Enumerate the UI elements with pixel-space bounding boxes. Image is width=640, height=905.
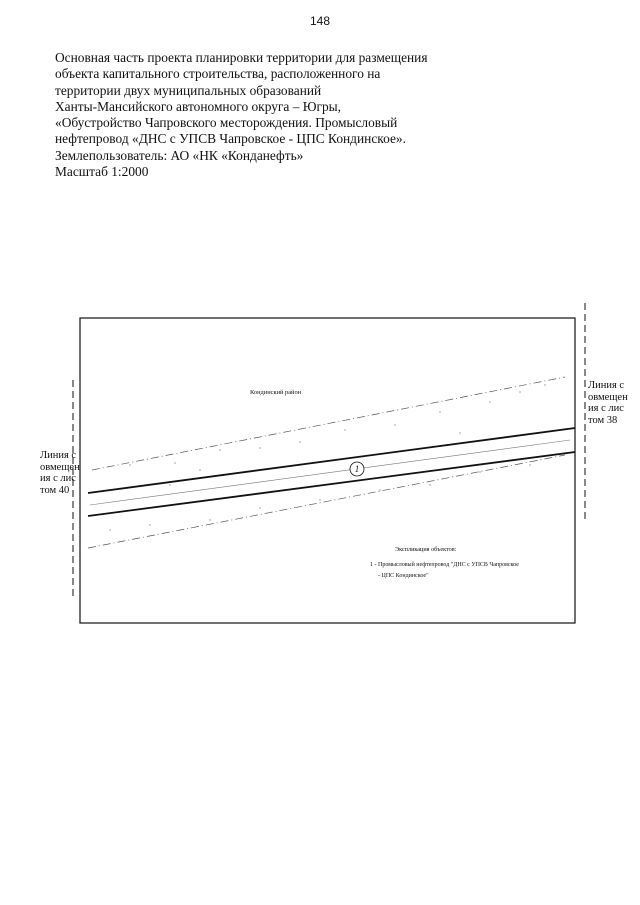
heading-line: Ханты-Мансийского автономного округа – Югры,: [55, 98, 342, 114]
legend-item: 1 - Промысловый нефтепровод "ДНС с УПСВ Чапровское: [370, 562, 519, 568]
page-number: 148: [309, 14, 331, 28]
left-match-label: Линия совмещения с листом 40: [40, 450, 80, 496]
survey-dots: [109, 384, 545, 530]
legend-title: Экспликация объектов:: [395, 546, 457, 553]
scale-line: Масштаб 1:2000: [55, 164, 149, 180]
right-match-label: Линия совмещения с листом 38: [588, 380, 628, 426]
allotment-boundary-lower: [88, 455, 565, 548]
heading-line: «Обустройство Чапровского месторождения. Промысловый: [55, 115, 398, 131]
object-marker-label: 1: [354, 464, 360, 474]
legend-item-continued: - ЦПС Кондинское": [378, 573, 429, 579]
heading-line: Основная часть проекта планировки территории для размещения: [55, 50, 428, 65]
pipeline-axis-line: [90, 440, 570, 505]
heading-line: объекта капитального строительства, расположенного на: [55, 66, 381, 82]
district-label: Кондинский район: [250, 389, 302, 396]
allotment-boundary-upper: [92, 377, 565, 470]
map-frame: [80, 318, 575, 623]
land-user-line: Землепользователь: АО «НК «Конданефть»: [55, 147, 304, 163]
heading-line: территории двух муниципальных образований: [55, 82, 322, 98]
heading-line: нефтепровод «ДНС с УПСВ Чапровское - ЦПС Кондинское».: [55, 131, 406, 147]
